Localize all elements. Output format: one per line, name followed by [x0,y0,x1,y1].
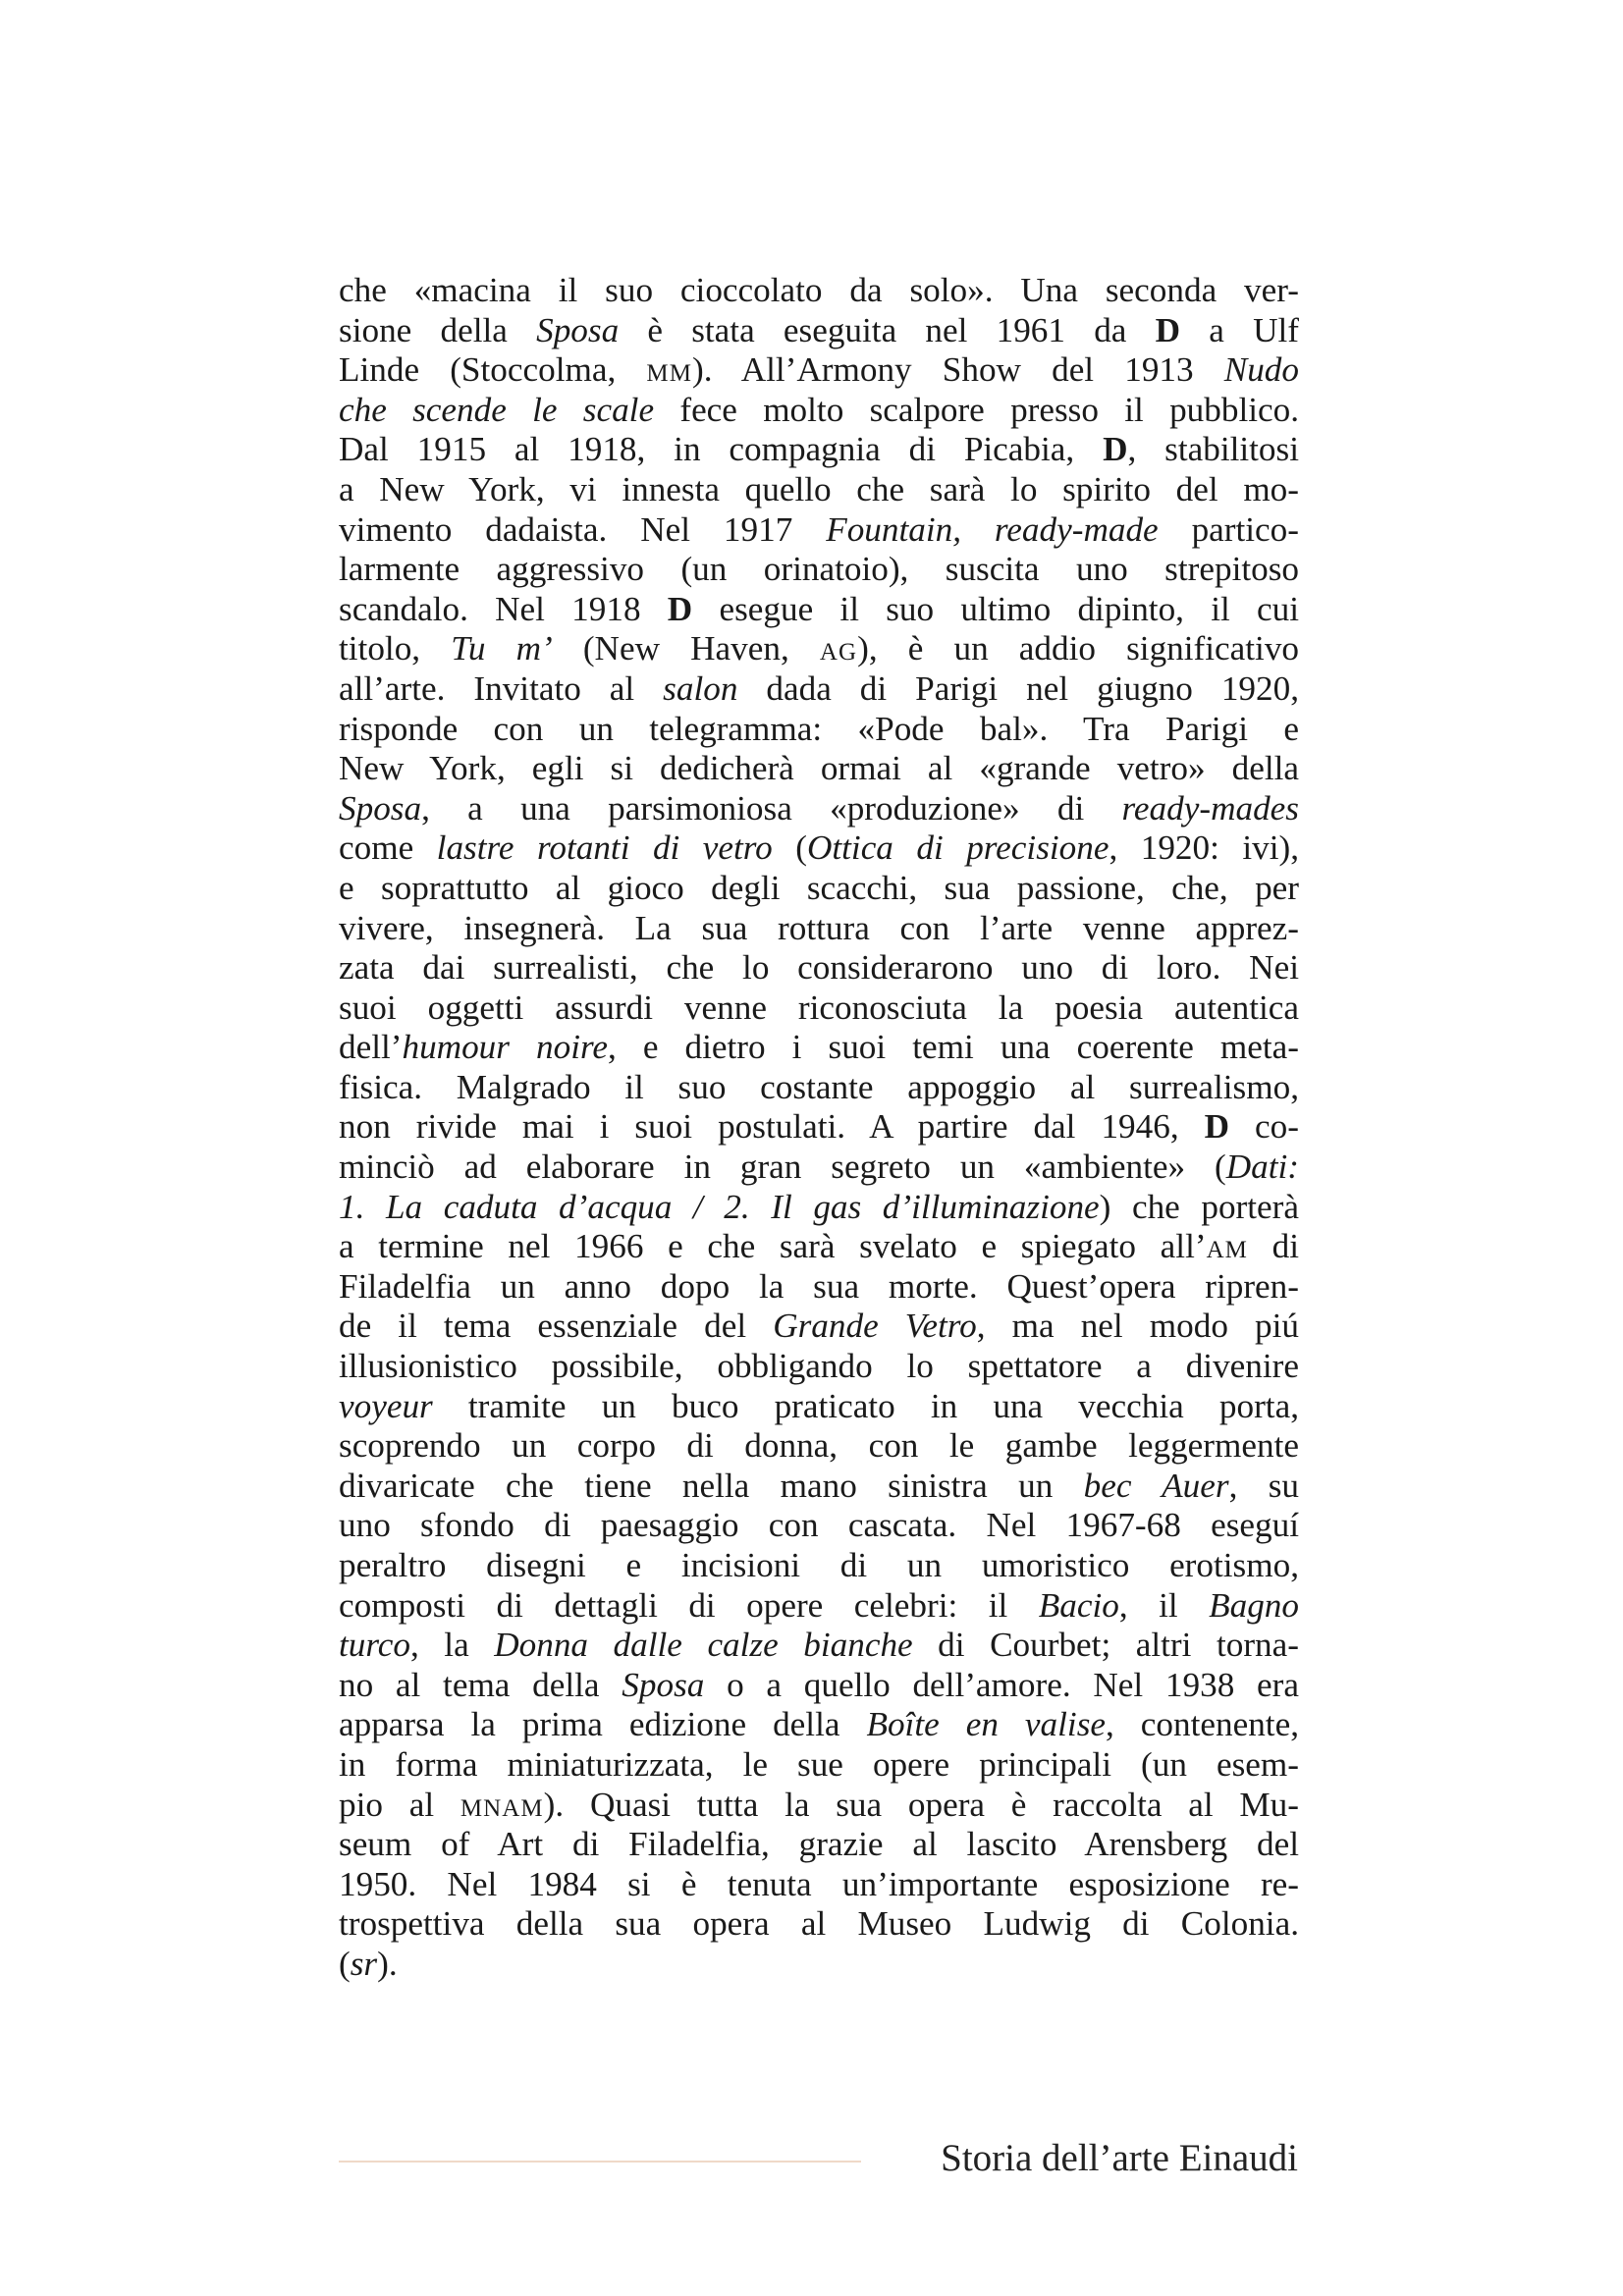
text-line: seum of Art di Filadelfia, grazie al lascito Arensberg del [339,1825,1299,1864]
text-line: vivere, insegnerà. La sua rottura con l’arte venne apprez- [339,908,1299,947]
text-line: a termine nel 1966 e che sarà svelato e spiegato all’am di [339,1227,1299,1266]
text-line: sione della Sposa è stata eseguita nel 1961 da D a Ulf [339,310,1299,349]
text-line: risponde con un telegramma: «Pode bal». Tra Parigi e [339,709,1299,748]
text-line: che «macina il suo cioccolato da solo». Una seconda ver- [339,271,1299,309]
text-line: in forma miniaturizzata, le sue opere principali (un esem- [339,1744,1299,1784]
text-line: trospettiva della sua opera al Museo Ludwig di Colonia. [339,1904,1299,1944]
text-line: come lastre rotanti di vetro (Ottica di precisione, 1920: ivi), [339,828,1300,868]
text-line: divaricate che tiene nella mano sinistra un bec Auer, su [339,1466,1299,1505]
text-line: pio al mnam). Quasi tutta la sua opera è raccolta al Mu- [339,1785,1299,1824]
text-line: (sr). [339,1944,398,1983]
footer-rule [339,2161,861,2163]
text-line: apparsa la prima edizione della Boîte en valise, contenente, [339,1705,1300,1744]
text-line: vimento dadaista. Nel 1917 Fountain, ready-made partico- [339,509,1299,549]
text-line: suoi oggetti assurdi venne riconosciuta la poesia autentica [339,988,1299,1027]
footer-title: Storia dell’arte Einaudi [941,2137,1298,2179]
text-line: Dal 1915 al 1918, in compagnia di Picabia, D, stabilitosi [339,430,1299,469]
text-line: non rivide mai i suoi postulati. A partire dal 1946, D co- [339,1107,1299,1147]
text-line: illusionistico possibile, obbligando lo spettatore a divenire [339,1347,1299,1386]
text-line: che scende le scale fece molto scalpore presso il pubblico. [339,390,1300,429]
text-line: e soprattutto al gioco degli scacchi, sua passione, che, per [339,868,1299,907]
text-line: turco, la Donna dalle calze bianche di Courbet; altri torna- [339,1626,1299,1665]
text-line: dell’humour noire, e dietro i suoi temi una coerente meta- [339,1028,1299,1067]
text-line: minciò ad elaborare in gran segreto un «ambiente» (Dati: [339,1148,1299,1187]
text-line: a New York, vi innesta quello che sarà lo spirito del mo- [339,469,1299,508]
text-line: de il tema essenziale del Grande Vetro, ma nel modo piú [339,1307,1299,1346]
text-line: all’arte. Invitato al salon dada di Parigi nel giugno 1920, [339,668,1299,708]
text-line: scandalo. Nel 1918 D esegue il suo ultimo dipinto, il cui [339,589,1299,628]
text-line: no al tema della Sposa o a quello dell’amore. Nel 1938 era [339,1665,1299,1704]
text-line: composti di dettagli di opere celebri: il Bacio, il Bagno [339,1585,1299,1625]
text-line: New York, egli si dedicherà ormai al «grande vetro» della [339,749,1299,788]
text-line: fisica. Malgrado il suo costante appoggio al surrealismo, [339,1067,1299,1106]
text-line: Filadelfia un anno dopo la sua morte. Quest’opera ripren- [339,1266,1299,1306]
body-text [339,271,1299,1985]
text-line: uno sfondo di paesaggio con cascata. Nel 1967-68 eseguí [339,1506,1299,1545]
text-line: titolo, Tu m’ (New Haven, ag), è un addio significativo [339,629,1300,668]
text-line: 1. La caduta d’acqua / 2. Il gas d’illuminazione) che porterà [339,1187,1299,1226]
text-line: Sposa, a una parsimoniosa «produzione» di ready-mades [339,788,1299,828]
text-line: zata dai surrealisti, che lo considerarono uno di loro. Nei [339,948,1299,988]
text-line: voyeur tramite un buco praticato in una vecchia porta, [339,1386,1299,1425]
text-line: 1950. Nel 1984 si è tenuta un’importante esposizione re- [339,1864,1299,1903]
text-line: peraltro disegni e incisioni di un umoristico erotismo, [339,1546,1299,1584]
text-line: larmente aggressivo (un orinatoio), suscita uno strepitoso [339,550,1299,589]
text-line: scoprendo un corpo di donna, con le gambe leggermente [339,1426,1299,1466]
text-line: Linde (Stoccolma, mm). All’Armony Show del 1913 Nudo [339,350,1299,390]
